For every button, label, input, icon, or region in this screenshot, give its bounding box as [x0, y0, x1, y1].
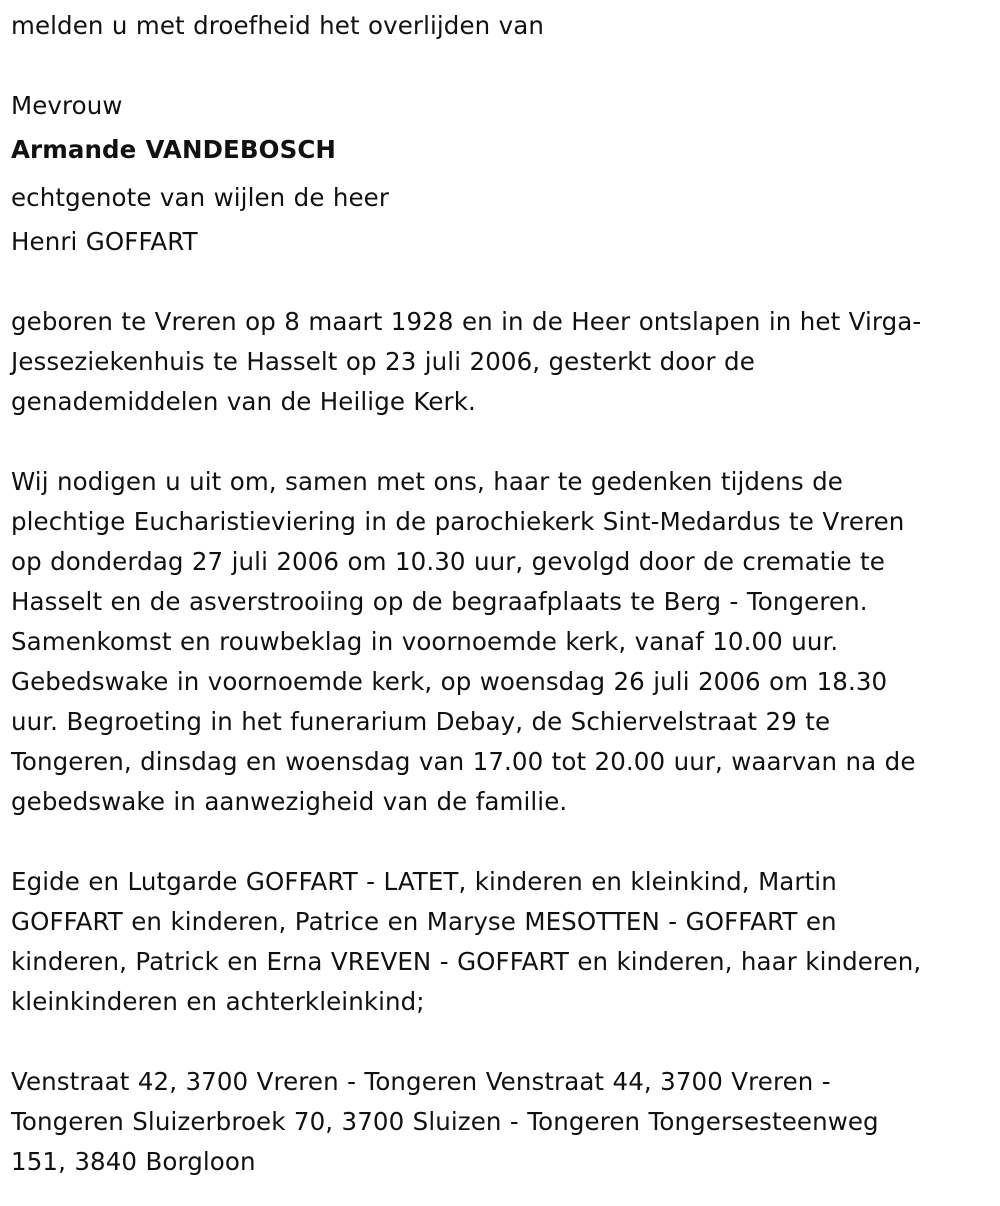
- paragraph-line: genademiddelen van de Heilige Kerk.: [11, 387, 476, 416]
- spacer: [11, 422, 1000, 462]
- paragraph-line: gebedswake in aanwezigheid van de familie.: [11, 787, 568, 816]
- family-paragraph: [11, 862, 1000, 1022]
- paragraph-line: Wij nodigen u uit om, samen met ons, haar te gedenken tijdens de: [11, 467, 843, 496]
- spacer: [11, 1022, 1000, 1062]
- ceremony-paragraph: [11, 462, 1000, 822]
- paragraph-line: Samenkomst en rouwbeklag in voornoemde kerk, vanaf 10.00 uur.: [11, 627, 839, 656]
- paragraph-line: Tongeren, dinsdag en woensdag van 17.00 tot 20.00 uur, waarvan na de: [11, 747, 916, 776]
- paragraph-line: Venstraat 42, 3700 Vreren - Tongeren Venstraat 44, 3700 Vreren -: [11, 1067, 831, 1096]
- spouse-name: Henri GOFFART: [11, 227, 198, 256]
- paragraph-line: kleinkinderen en achterkleinkind;: [11, 987, 425, 1016]
- honorific: Mevrouw: [11, 91, 123, 120]
- paragraph-line: Hasselt en de asverstrooiing op de begraafplaats te Berg - Tongeren.: [11, 587, 868, 616]
- deceased-name: Armande VANDEBOSCH: [11, 135, 336, 164]
- paragraph-line: Gebedswake in voornoemde kerk, op woensdag 26 juli 2006 om 18.30: [11, 667, 888, 696]
- spacer: [11, 46, 1000, 86]
- paragraph-line: uur. Begroeting in het funerarium Debay, de Schiervelstraat 29 te: [11, 707, 831, 736]
- intro-text: melden u met droefheid het overlijden van: [11, 11, 544, 40]
- paragraph-line: plechtige Eucharistieviering in de parochiekerk Sint-Medardus te Vreren: [11, 507, 905, 536]
- birth-death-paragraph: [11, 302, 1000, 422]
- paragraph-line: geboren te Vreren op 8 maart 1928 en in de Heer ontslapen in het Virga-: [11, 307, 922, 336]
- paragraph-line: 151, 3840 Borgloon: [11, 1147, 256, 1176]
- spacer: [11, 262, 1000, 302]
- paragraph-line: Jesseziekenhuis te Hasselt op 23 juli 2006, gesterkt door de: [11, 347, 755, 376]
- spacer: [11, 822, 1000, 862]
- paragraph-line: GOFFART en kinderen, Patrice en Maryse MESOTTEN - GOFFART en: [11, 907, 837, 936]
- spouse-intro: echtgenote van wijlen de heer: [11, 183, 390, 212]
- paragraph-line: kinderen, Patrick en Erna VREVEN - GOFFART en kinderen, haar kinderen,: [11, 947, 922, 976]
- paragraph-line: Tongeren Sluizerbroek 70, 3700 Sluizen - Tongeren Tongersesteenweg: [11, 1107, 879, 1136]
- addresses-paragraph: [11, 1062, 1000, 1182]
- paragraph-line: op donderdag 27 juli 2006 om 10.30 uur, gevolgd door de crematie te: [11, 547, 885, 576]
- paragraph-line: Egide en Lutgarde GOFFART - LATET, kinderen en kleinkind, Martin: [11, 867, 837, 896]
